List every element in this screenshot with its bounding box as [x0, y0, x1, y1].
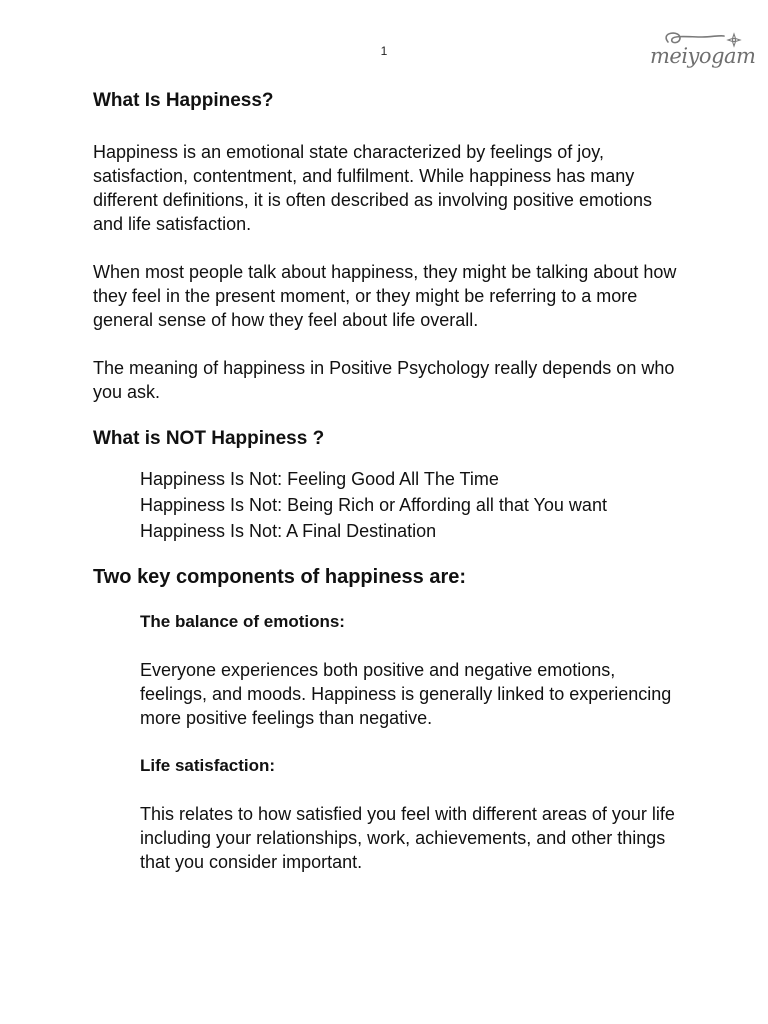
section-title-what-is-happiness: What Is Happiness? [93, 90, 274, 111]
component-heading-balance: The balance of emotions: [140, 612, 345, 631]
paragraph: When most people talk about happiness, they might be talking about how they feel in the present moment, or they might be referring to a more general sense of how they feel about life overall. [93, 262, 677, 330]
not-happiness-list [140, 466, 683, 544]
paragraph: Happiness is an emotional state characterized by feelings of joy, satisfaction, contentment, and fulfilment. While happiness has many different definitions, it is often described as involving positive emotions and life satisfaction. [93, 142, 652, 234]
components-list [140, 610, 683, 874]
list-item: Happiness Is Not: Feeling Good All The Time [140, 469, 499, 489]
meiyogam-logo [650, 28, 756, 70]
section-title-what-is-not-happiness: What is NOT Happiness ? [93, 428, 325, 449]
section-title-key-components: Two key components of happiness are: [93, 566, 467, 588]
list-item: Happiness Is Not: A Final Destination [140, 521, 437, 541]
paragraph: The meaning of happiness in Positive Psychology really depends on who you ask. [93, 358, 675, 402]
list-item: Happiness Is Not: Being Rich or Affording all that You want [140, 495, 607, 515]
component-text-balance: Everyone experiences both positive and negative emotions, feelings, and moods. Happiness is generally linked to experiencing more positive feelings than negative. [140, 660, 672, 728]
component-heading-life-satisfaction: Life satisfaction: [140, 756, 276, 775]
document-body [93, 86, 683, 874]
page-number: 1 [380, 44, 388, 58]
component-text-life-satisfaction: This relates to how satisfied you feel with different areas of your life including your relationships, work, achievements, and other things that you consider important. [140, 804, 675, 872]
logo-wordmark: meiyogam [650, 44, 756, 68]
